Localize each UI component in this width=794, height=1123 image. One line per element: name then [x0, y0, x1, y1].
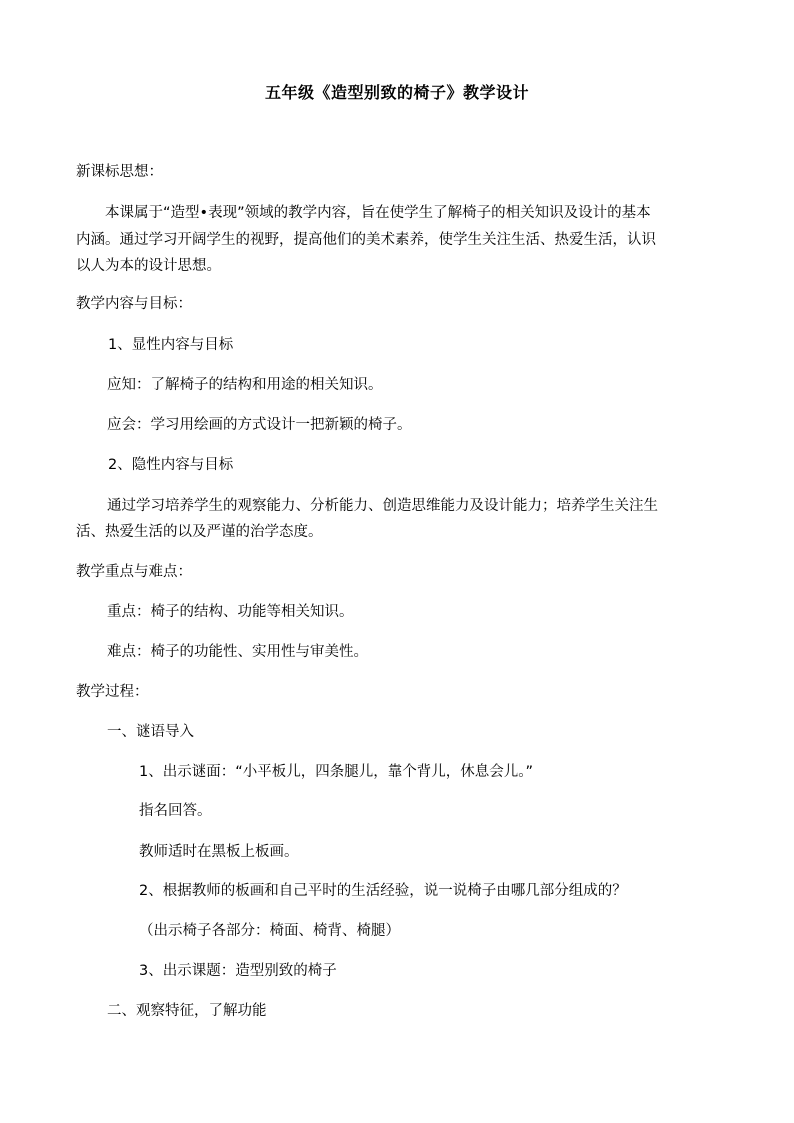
list-item: 应会：学习用绘画的方式设计一把新颖的椅子。 [107, 417, 412, 433]
paragraph-line: 通过学习培养学生的观察能力、分析能力、创造思维能力及设计能力；培养学生关注生 [107, 498, 658, 514]
list-item: （出示椅子各部分：椅面、椅背、椅腿） [139, 923, 400, 939]
list-item: 应知：了解椅子的结构和用途的相关知识。 [107, 377, 383, 393]
list-item: 1、显性内容与目标 [108, 337, 234, 353]
paragraph-line: 内涵。通过学习开阔学生的视野，提高他们的美术素养，使学生关注生活、热爱生活，认识 [76, 232, 656, 248]
section-heading-content-goals: 教学内容与目标： [76, 296, 192, 312]
list-item: 2、隐性内容与目标 [108, 457, 234, 473]
list-item: 重点：椅子的结构、功能等相关知识。 [107, 604, 354, 620]
list-item: 教师适时在黑板上板画。 [139, 844, 299, 860]
section-heading-key-points: 教学重点与难点： [76, 564, 192, 580]
list-item: 指名回答。 [139, 803, 212, 819]
list-item: 1、出示谜面：“小平板儿，四条腿儿，靠个背儿，休息会儿。” [139, 764, 533, 780]
list-item: 难点：椅子的功能性、实用性与审美性。 [107, 644, 368, 660]
document-title: 五年级《造型别致的椅子》教学设计 [264, 83, 529, 102]
list-item: 二、观察特征，了解功能 [107, 1003, 267, 1019]
section-heading-process: 教学过程： [76, 684, 149, 700]
paragraph-line: 本课属于“造型•表现”领域的教学内容，旨在使学生了解椅子的相关知识及设计的基本 [105, 205, 651, 221]
list-item: 3、出示课题：造型别致的椅子 [139, 963, 337, 979]
paragraph-line: 以人为本的设计思想。 [76, 258, 221, 274]
paragraph-line: 活、热爱生活的以及严谨的治学态度。 [76, 524, 323, 540]
list-item: 2、根据教师的板画和自己平时的生活经验，说一说椅子由哪几部分组成的？ [139, 883, 627, 899]
section-heading-curriculum: 新课标思想： [76, 164, 163, 180]
list-item: 一、谜语导入 [107, 724, 194, 740]
